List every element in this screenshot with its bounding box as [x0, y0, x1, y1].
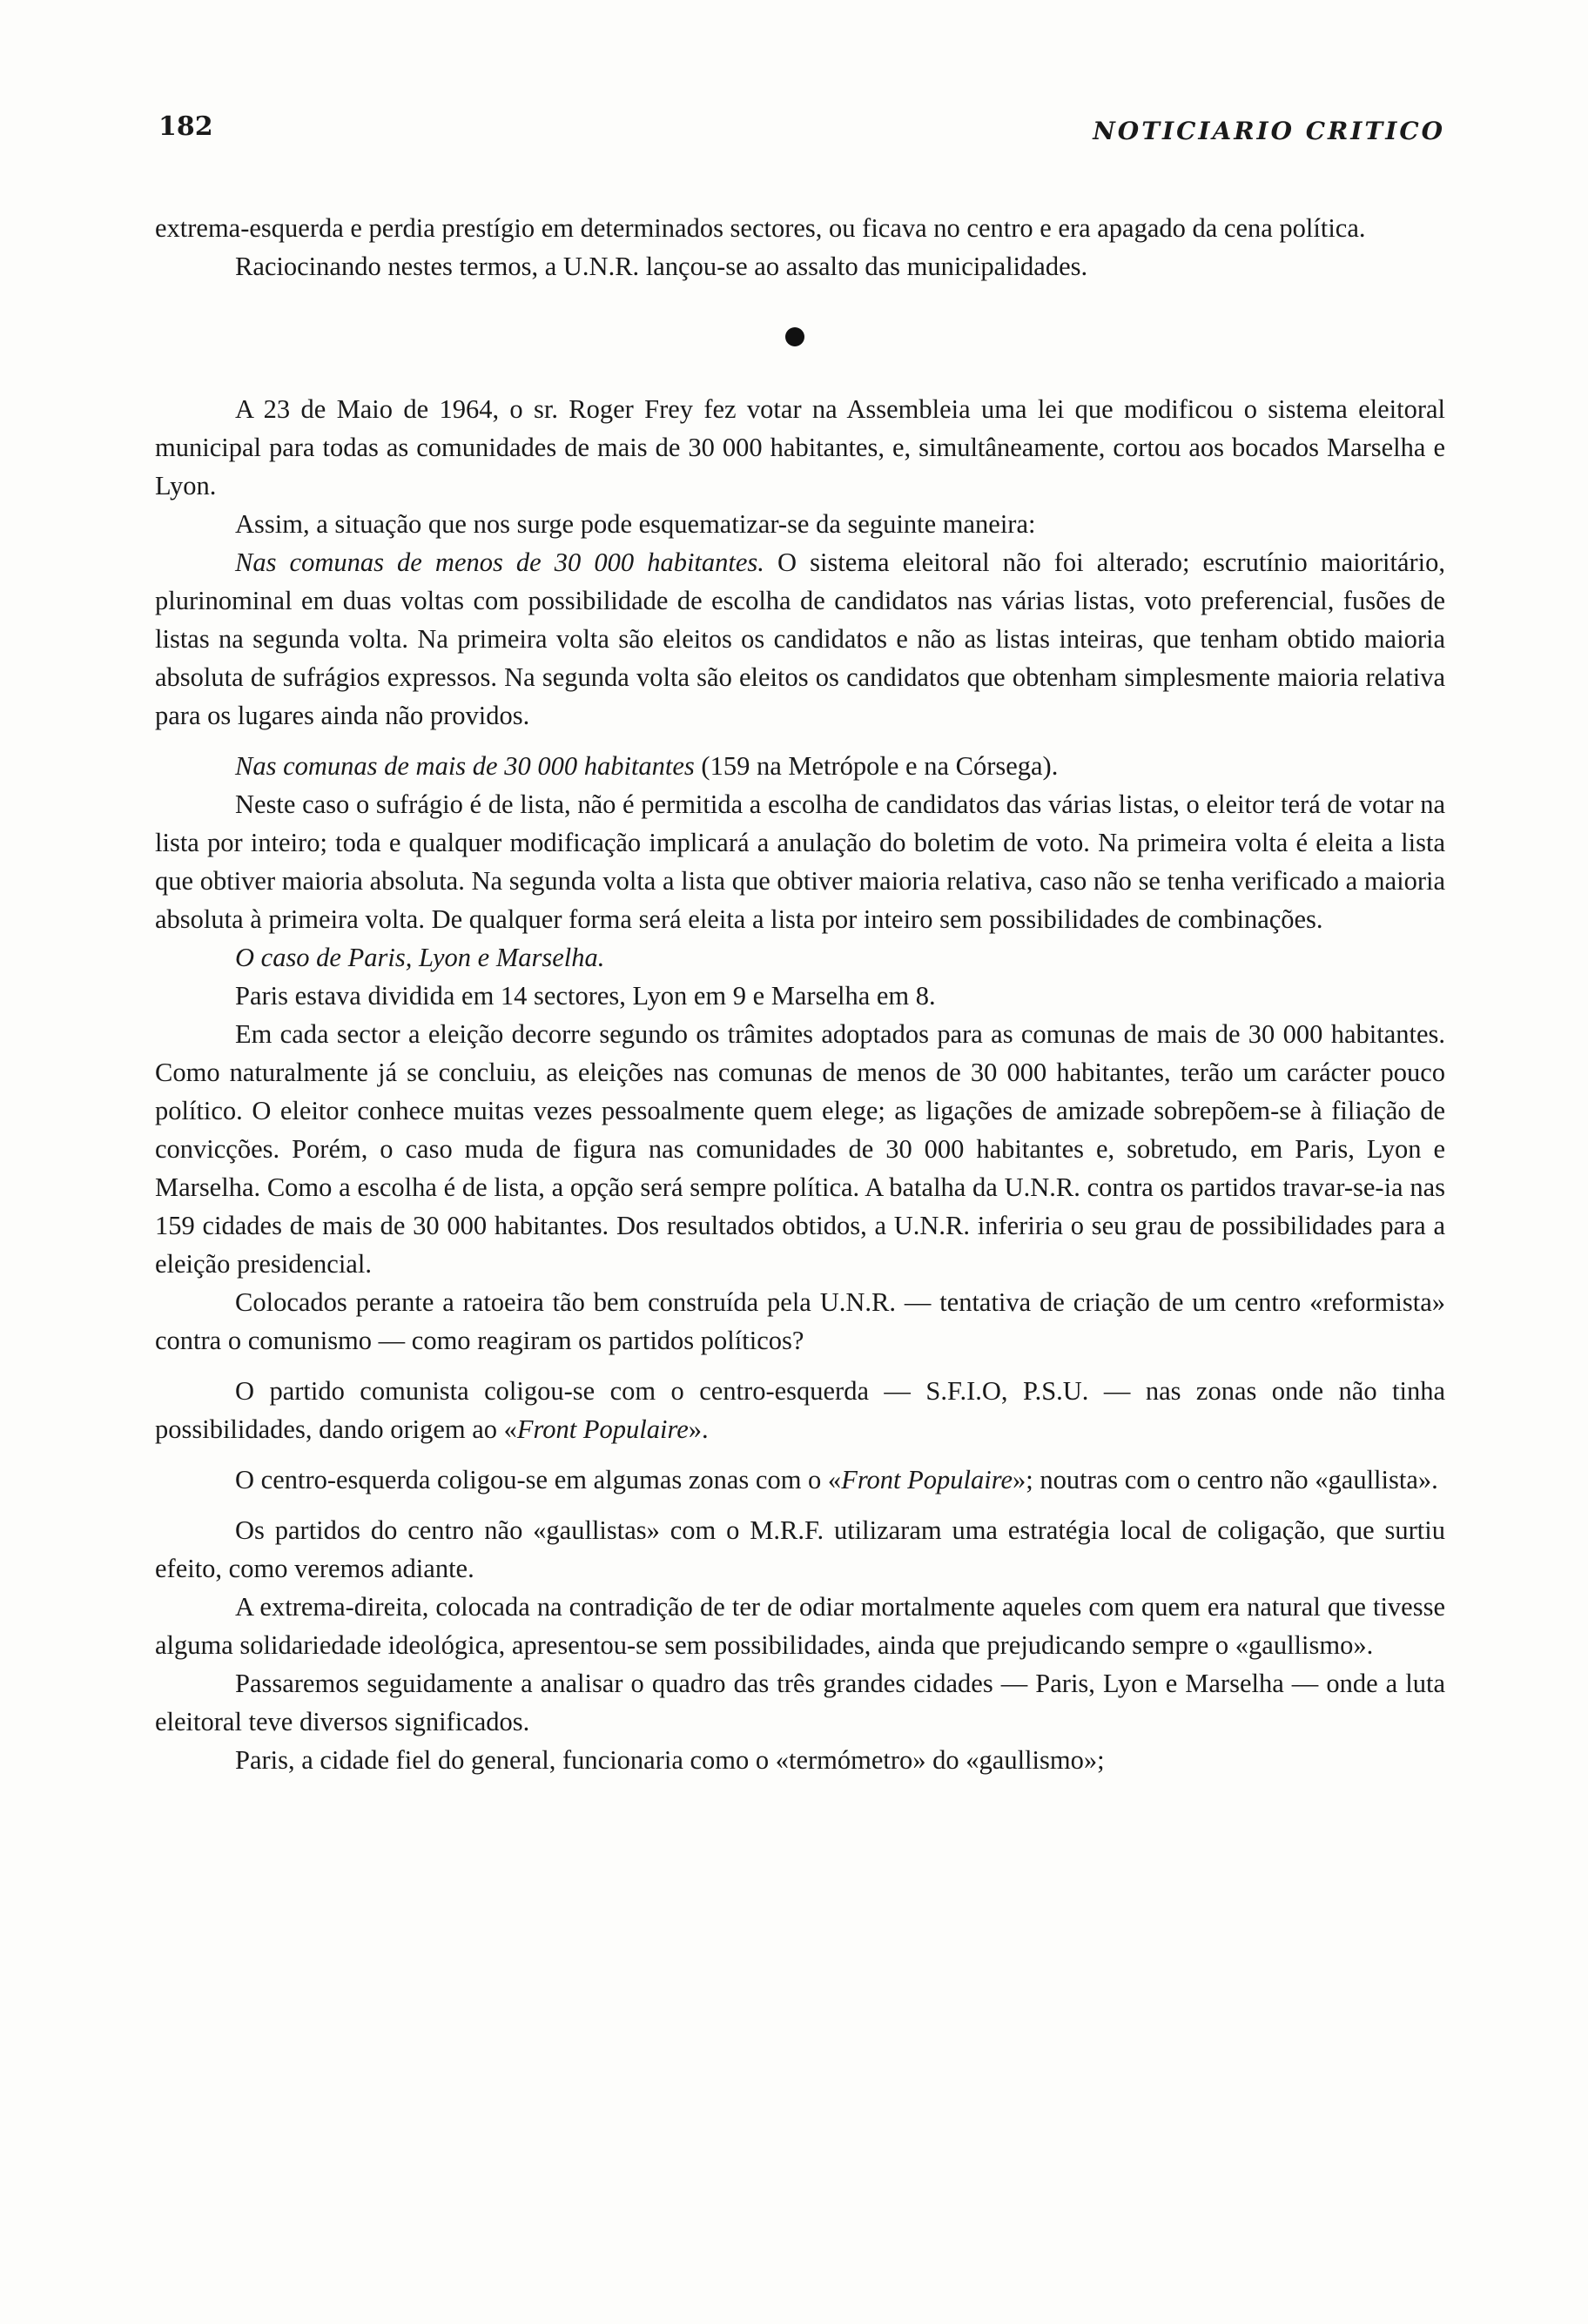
italic-heading: O caso de Paris, Lyon e Marselha.: [235, 943, 605, 972]
page-number: 182: [158, 111, 213, 142]
paragraph: Raciocinando nestes termos, a U.N.R. lançou-se ao assalto das municipalidades.: [235, 252, 1088, 281]
paragraph-text: O partido comunista coligou-se com o centro-esquerda — S.F.I.O, P.S.U. — nas zonas onde não tinha possibilidades, dando origem ao «: [155, 1376, 1445, 1444]
paragraph: [155, 938, 1445, 977]
paragraph: Os partidos do centro não «gaullistas» com o M.R.F. utilizaram uma estratégia local de coligação, que surtiu efeito, como veremos adiante.: [155, 1515, 1445, 1583]
italic-term: Front Populaire: [841, 1465, 1013, 1494]
paragraph: [155, 747, 1445, 785]
paragraph: extrema-esquerda e perdia prestígio em determinados sectores, ou ficava no centro e era apagado da cena política.: [155, 213, 1366, 243]
paragraph: Assim, a situação que nos surge pode esquematizar-se da seguinte maneira:: [235, 509, 1036, 539]
document-page: [155, 111, 1445, 1779]
paragraph: [155, 1461, 1445, 1499]
italic-heading: Nas comunas de menos de 30 000 habitantes.: [235, 547, 764, 577]
bullet-dot-icon: [785, 327, 804, 346]
paragraph-text: »; noutras com o centro não «gaullista».: [1013, 1465, 1438, 1494]
page-header: [155, 111, 1445, 160]
paragraph: A extrema-direita, colocada na contradição de ter de odiar mortalmente aqueles com quem era natural que tivesse alguma solidariedade ideológica, apresentou-se sem possibilidades, ainda que prejudicando sempre o «gaullismo».: [155, 1592, 1445, 1660]
paragraph: A 23 de Maio de 1964, o sr. Roger Frey fez votar na Assembleia uma lei que modificou o sistema eleitoral municipal para todas as comunidades de mais de 30 000 habitantes, e, simultâneamente, cortou aos bocados Marselha e Lyon.: [155, 394, 1445, 500]
paragraph-text: O centro-esquerda coligou-se em algumas zonas com o «: [235, 1465, 842, 1494]
italic-heading: Nas comunas de mais de 30 000 habitantes: [235, 751, 695, 781]
paragraph-text: O sistema eleitoral não foi alterado; escrutínio maioritário, plurinominal em duas voltas com possibilidade de escolha de candidatos nas várias listas, voto preferencial, fusões de listas na segunda volta. Na primeira volta são eleitos os candidatos e não as listas inteiras, que tenham obtido maioria absoluta de sufrágios expressos. Na segunda volta são eleitos os candidatos que obtenham simplesmente maioria relativa para os lugares ainda não providos.: [155, 547, 1445, 730]
italic-term: Front Populaire: [516, 1414, 689, 1444]
paragraph-text: ».: [688, 1414, 709, 1444]
paragraph: [155, 1372, 1445, 1448]
paragraph: Passaremos seguidamente a analisar o quadro das três grandes cidades — Paris, Lyon e Marselha — onde a luta eleitoral teve diversos significados.: [155, 1669, 1445, 1736]
paragraph: Colocados perante a ratoeira tão bem construída pela U.N.R. — tentativa de criação de um centro «reformista» contra o comunismo — como reagiram os partidos políticos?: [155, 1287, 1445, 1355]
section-divider: [155, 285, 1445, 390]
paragraph: Paris estava dividida em 14 sectores, Lyon em 9 e Marselha em 8.: [235, 981, 936, 1011]
paragraph: Neste caso o sufrágio é de lista, não é permitida a escolha de candidatos das várias listas, o eleitor terá de votar na lista por inteiro; toda e qualquer modificação implicará a anulação do boletim de voto. Na primeira volta é eleita a lista que obtiver maioria absoluta. Na segunda volta a lista que obtiver maioria relativa, caso não se tenha verificado a maioria absoluta à primeira volta. De qualquer forma será eleita a lista por inteiro sem possibilidades de combinações.: [155, 789, 1445, 934]
body-text: [155, 209, 1445, 1779]
paragraph: Paris, a cidade fiel do general, funcionaria como o «termómetro» do «gaullismo»;: [235, 1745, 1105, 1775]
paragraph: Em cada sector a eleição decorre segundo os trâmites adoptados para as comunas de mais de 30 000 habitantes. Como naturalmente já se concluiu, as eleições nas comunas de menos de 30 000 habitantes, terão um carácter pouco político. O eleitor conhece muitas vezes pessoalmente quem elege; as ligações de amizade sobrepõem-se à filiação de convicções. Porém, o caso muda de figura nas comunidades de 30 000 habitantes e, sobretudo, em Paris, Lyon e Marselha. Como a escolha é de lista, a opção será sempre política. A batalha da U.N.R. contra os partidos travar-se-ia nas 159 cidades de mais de 30 000 habitantes. Dos resultados obtidos, a U.N.R. inferiria o seu grau de possibilidades para a eleição presidencial.: [155, 1019, 1445, 1279]
paragraph: [155, 543, 1445, 735]
running-title: NOTICIARIO CRITICO: [1093, 117, 1445, 145]
paragraph-text: (159 na Metrópole e na Córsega).: [694, 751, 1059, 781]
